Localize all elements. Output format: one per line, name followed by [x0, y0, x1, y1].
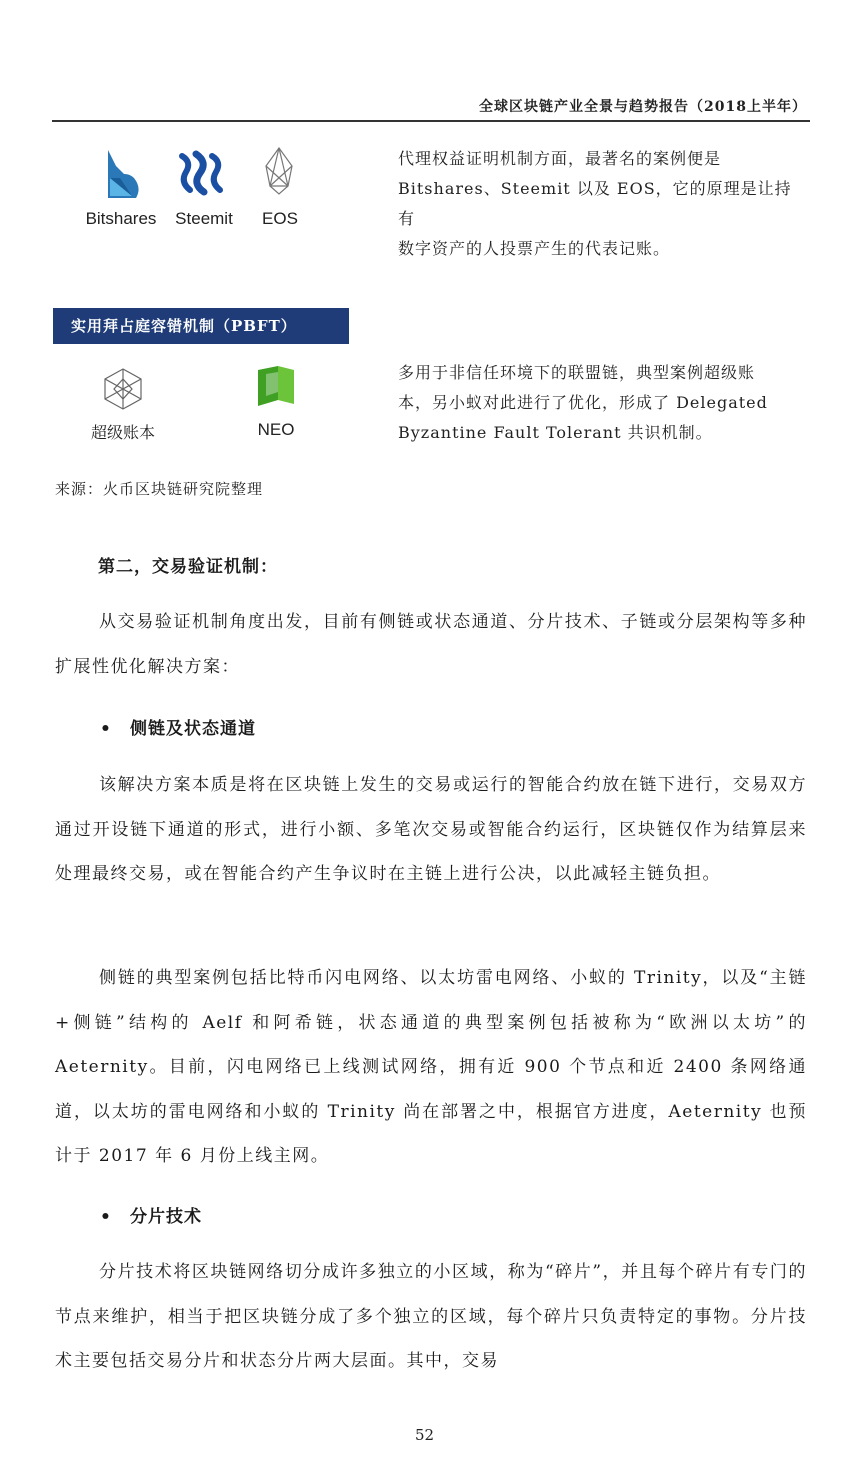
dpos-description-line: 代理权益证明机制方面，最著名的案例便是	[398, 149, 722, 168]
report-header-title: 全球区块链产业全景与趋势报告（2018上半年）	[479, 99, 807, 115]
hyperledger-logo	[100, 366, 146, 412]
sharding-heading	[100, 1202, 202, 1227]
section-title: 第二，交易验证机制：	[98, 557, 278, 577]
sidechain-heading	[100, 714, 256, 739]
source-note: 来源：火币区块链研究院整理	[55, 480, 264, 498]
eos-icon	[262, 146, 296, 196]
dpos-description-line: 数字资产的人投票产生的代表记账。	[398, 239, 671, 258]
hyperledger-label: 超级账本	[90, 423, 155, 442]
section-intro-paragraph: 从交易验证机制角度出发，目前有侧链或状态通道、分片技术、子链或分层架构等多种扩展性优化解决方案：	[55, 612, 807, 677]
neo-label: NEO	[257, 420, 295, 439]
sidechain-heading-text: 侧链及状态通道	[130, 719, 256, 739]
pbft-description	[398, 358, 808, 448]
header-divider	[52, 120, 810, 122]
dpos-description	[398, 144, 808, 264]
pbft-description-line: 本，另小蚁对此进行了优化，形成了 Delegated	[398, 393, 768, 412]
pbft-description-line: Byzantine Fault Tolerant 共识机制。	[398, 423, 713, 442]
dpos-description-line: Bitshares、Steemit 以及 EOS，它的原理是让持有	[398, 179, 792, 228]
bullet-dot: •	[100, 719, 112, 739]
sharding-paragraph-1: 分片技术将区块链网络切分成许多独立的小区域，称为“碎片”，并且每个碎片有专门的节点来维护，相当于把区块链分成了多个独立的区域，每个碎片只负责特定的事物。分片技术主要包括交易分片和状态分片两大层面。其中，交易	[55, 1262, 807, 1371]
pbft-section-bar: 实用拜占庭容错机制（PBFT）	[53, 308, 349, 344]
bullet-dot: •	[100, 1207, 112, 1227]
sidechain-paragraph-1: 该解决方案本质是将在区块链上发生的交易或运行的智能合约放在链下进行，交易双方通过开设链下通道的形式，进行小额、多笔次交易或智能合约运行，区块链仅作为结算层来处理最终交易，或在智能合约产生争议时在主链上进行公决，以此减轻主链负担。	[55, 775, 807, 884]
page-number: 52	[414, 1426, 435, 1444]
pbft-description-line: 多用于非信任环境下的联盟链，典型案例超级账	[398, 363, 756, 382]
neo-icon	[256, 364, 296, 408]
eos-label: EOS	[262, 209, 298, 228]
steemit-logo	[176, 150, 228, 196]
bitshares-logo	[96, 148, 146, 200]
bitshares-label: Bitshares	[85, 209, 157, 228]
eos-logo	[262, 146, 296, 196]
neo-logo	[256, 364, 296, 408]
sharding-heading-text: 分片技术	[130, 1207, 202, 1227]
bitshares-icon	[96, 148, 146, 200]
steemit-icon	[176, 150, 228, 196]
steemit-label: Steemit	[175, 209, 233, 228]
sidechain-paragraph-2: 侧链的典型案例包括比特币闪电网络、以太坊雷电网络、小蚁的 Trinity，以及“主链+侧链”结构的 Aelf 和阿希链，状态通道的典型案例包括被称为“欧洲以太坊”的 Aeternity。目前，闪电网络已上线测试网络，拥有近 900 个节点和近 2400 条网络通道，以太坊的雷电网络和小蚁的 Trinity 尚在部署之中，根据官方进度，Aeternity 也预计于 2017 年 6 月份上线主网。	[55, 968, 807, 1166]
hyperledger-icon	[100, 366, 146, 412]
